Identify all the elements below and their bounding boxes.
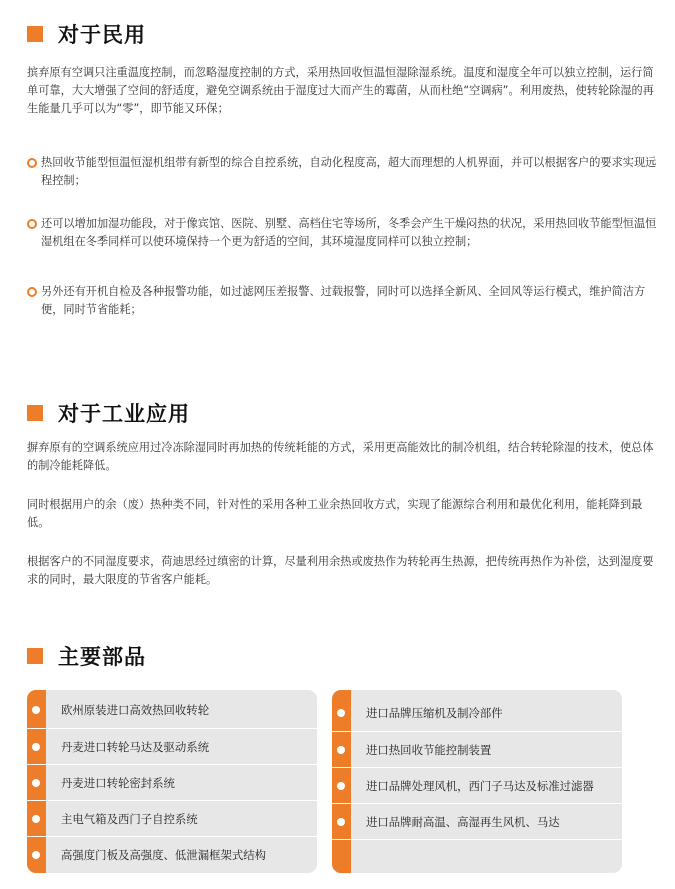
parts-row-empty xyxy=(332,839,622,873)
white-dot-icon xyxy=(337,709,345,717)
civil-bullet-item xyxy=(27,154,659,190)
section-heading-industrial xyxy=(27,401,190,425)
parts-row xyxy=(27,836,317,873)
white-dot-icon xyxy=(32,743,40,751)
white-dot-icon xyxy=(337,782,345,790)
bullet-ring-icon xyxy=(27,287,37,297)
parts-row xyxy=(27,764,317,801)
parts-row-text: 进口品牌压缩机及制冷部件 xyxy=(366,706,503,720)
civil-bullet-text: 还可以增加加湿功能段，对于像宾馆、医院、别墅、高档住宅等场所，冬季会产生干燥闷热的状况，采用热回收节能型恒温恒湿机组在冬季同样可以使环境保持一个更为舒适的空间，其环境湿度同样可以独立控制； xyxy=(41,217,657,248)
parts-row-text: 进口品牌耐高温、高湿再生风机、马达 xyxy=(366,815,560,829)
white-dot-icon xyxy=(32,706,40,714)
industrial-paragraph: 摒弃原有的空调系统应用过冷冻除湿同时再加热的传统耗能的方式，采用更高能效比的制冷机组，结合转轮除湿的技术，使总体的制冷能耗降低。 xyxy=(27,441,654,472)
parts-row xyxy=(332,767,622,804)
section-title-civil: 对于民用 xyxy=(58,23,146,47)
industrial-paragraph: 同时根据用户的余（废）热种类不同，针对性的采用各种工业余热回收方式，实现了能源综合利用和最优化利用，能耗降到最低。 xyxy=(27,498,643,529)
parts-table xyxy=(27,690,646,873)
civil-bullet-text: 另外还有开机自检及各种报警功能，如过滤网压差报警、过载报警，同时可以选择全新风、全回风等运行模式，维护简洁方便，同时节省能耗； xyxy=(41,285,646,316)
parts-row-text: 丹麦进口转轮密封系统 xyxy=(61,776,175,790)
parts-row xyxy=(332,731,622,768)
parts-row xyxy=(332,695,622,731)
white-dot-icon xyxy=(32,851,40,859)
orange-square-icon xyxy=(27,405,43,421)
section-heading-parts xyxy=(27,644,146,668)
parts-row-text: 主电气箱及西门子自控系统 xyxy=(61,812,198,826)
section-heading-civil xyxy=(27,22,146,46)
parts-row xyxy=(27,728,317,765)
parts-row-text: 进口品牌处理风机，西门子马达及标准过滤器 xyxy=(366,779,594,793)
section-title-parts: 主要部品 xyxy=(58,645,146,669)
parts-row-text: 高强度门板及高强度、低泄漏框架式结构 xyxy=(61,848,267,862)
bullet-ring-icon xyxy=(27,158,37,168)
white-dot-icon xyxy=(32,779,40,787)
white-dot-icon xyxy=(337,818,345,826)
orange-square-icon xyxy=(27,648,43,664)
civil-intro-paragraph: 摈弃原有空调只注重温度控制，而忽略湿度控制的方式，采用热回收恒温恒湿除湿系统。温度和湿度全年可以独立控制，运行简单可靠，大大增强了空间的舒适度，避免空调系统由于湿度过大而产生的霉菌，从而杜绝“空调病”。利用废热，使转轮除湿的再生能量几乎可以为“零”，即节能又环保； xyxy=(27,66,654,115)
civil-bullet-item xyxy=(27,215,659,251)
parts-column-left xyxy=(27,690,317,873)
parts-row-text: 丹麦进口转轮马达及驱动系统 xyxy=(61,740,210,754)
civil-bullet-item xyxy=(27,283,659,319)
orange-square-icon xyxy=(27,26,43,42)
white-dot-icon xyxy=(337,746,345,754)
white-dot-icon xyxy=(32,815,40,823)
industrial-paragraph: 根据客户的不同湿度要求，荷迪思经过缜密的计算，尽量利用余热或废热作为转轮再生热源，把传统再热作为补偿，达到湿度要求的同时，最大限度的节省客户能耗。 xyxy=(27,555,654,586)
parts-row xyxy=(332,803,622,840)
parts-row-text: 进口热回收节能控制装置 xyxy=(366,743,492,757)
civil-bullet-text: 热回收节能型恒温恒湿机组带有新型的综合自控系统，自动化程度高，超大而理想的人机界面，并可以根据客户的要求实现远程控制； xyxy=(41,156,657,187)
bullet-ring-icon xyxy=(27,219,37,229)
parts-row xyxy=(27,692,317,728)
parts-row-text: 欧州原装进口高效热回收转轮 xyxy=(61,703,210,717)
parts-column-right xyxy=(332,690,622,873)
section-title-industrial: 对于工业应用 xyxy=(58,402,190,426)
parts-row xyxy=(27,800,317,837)
